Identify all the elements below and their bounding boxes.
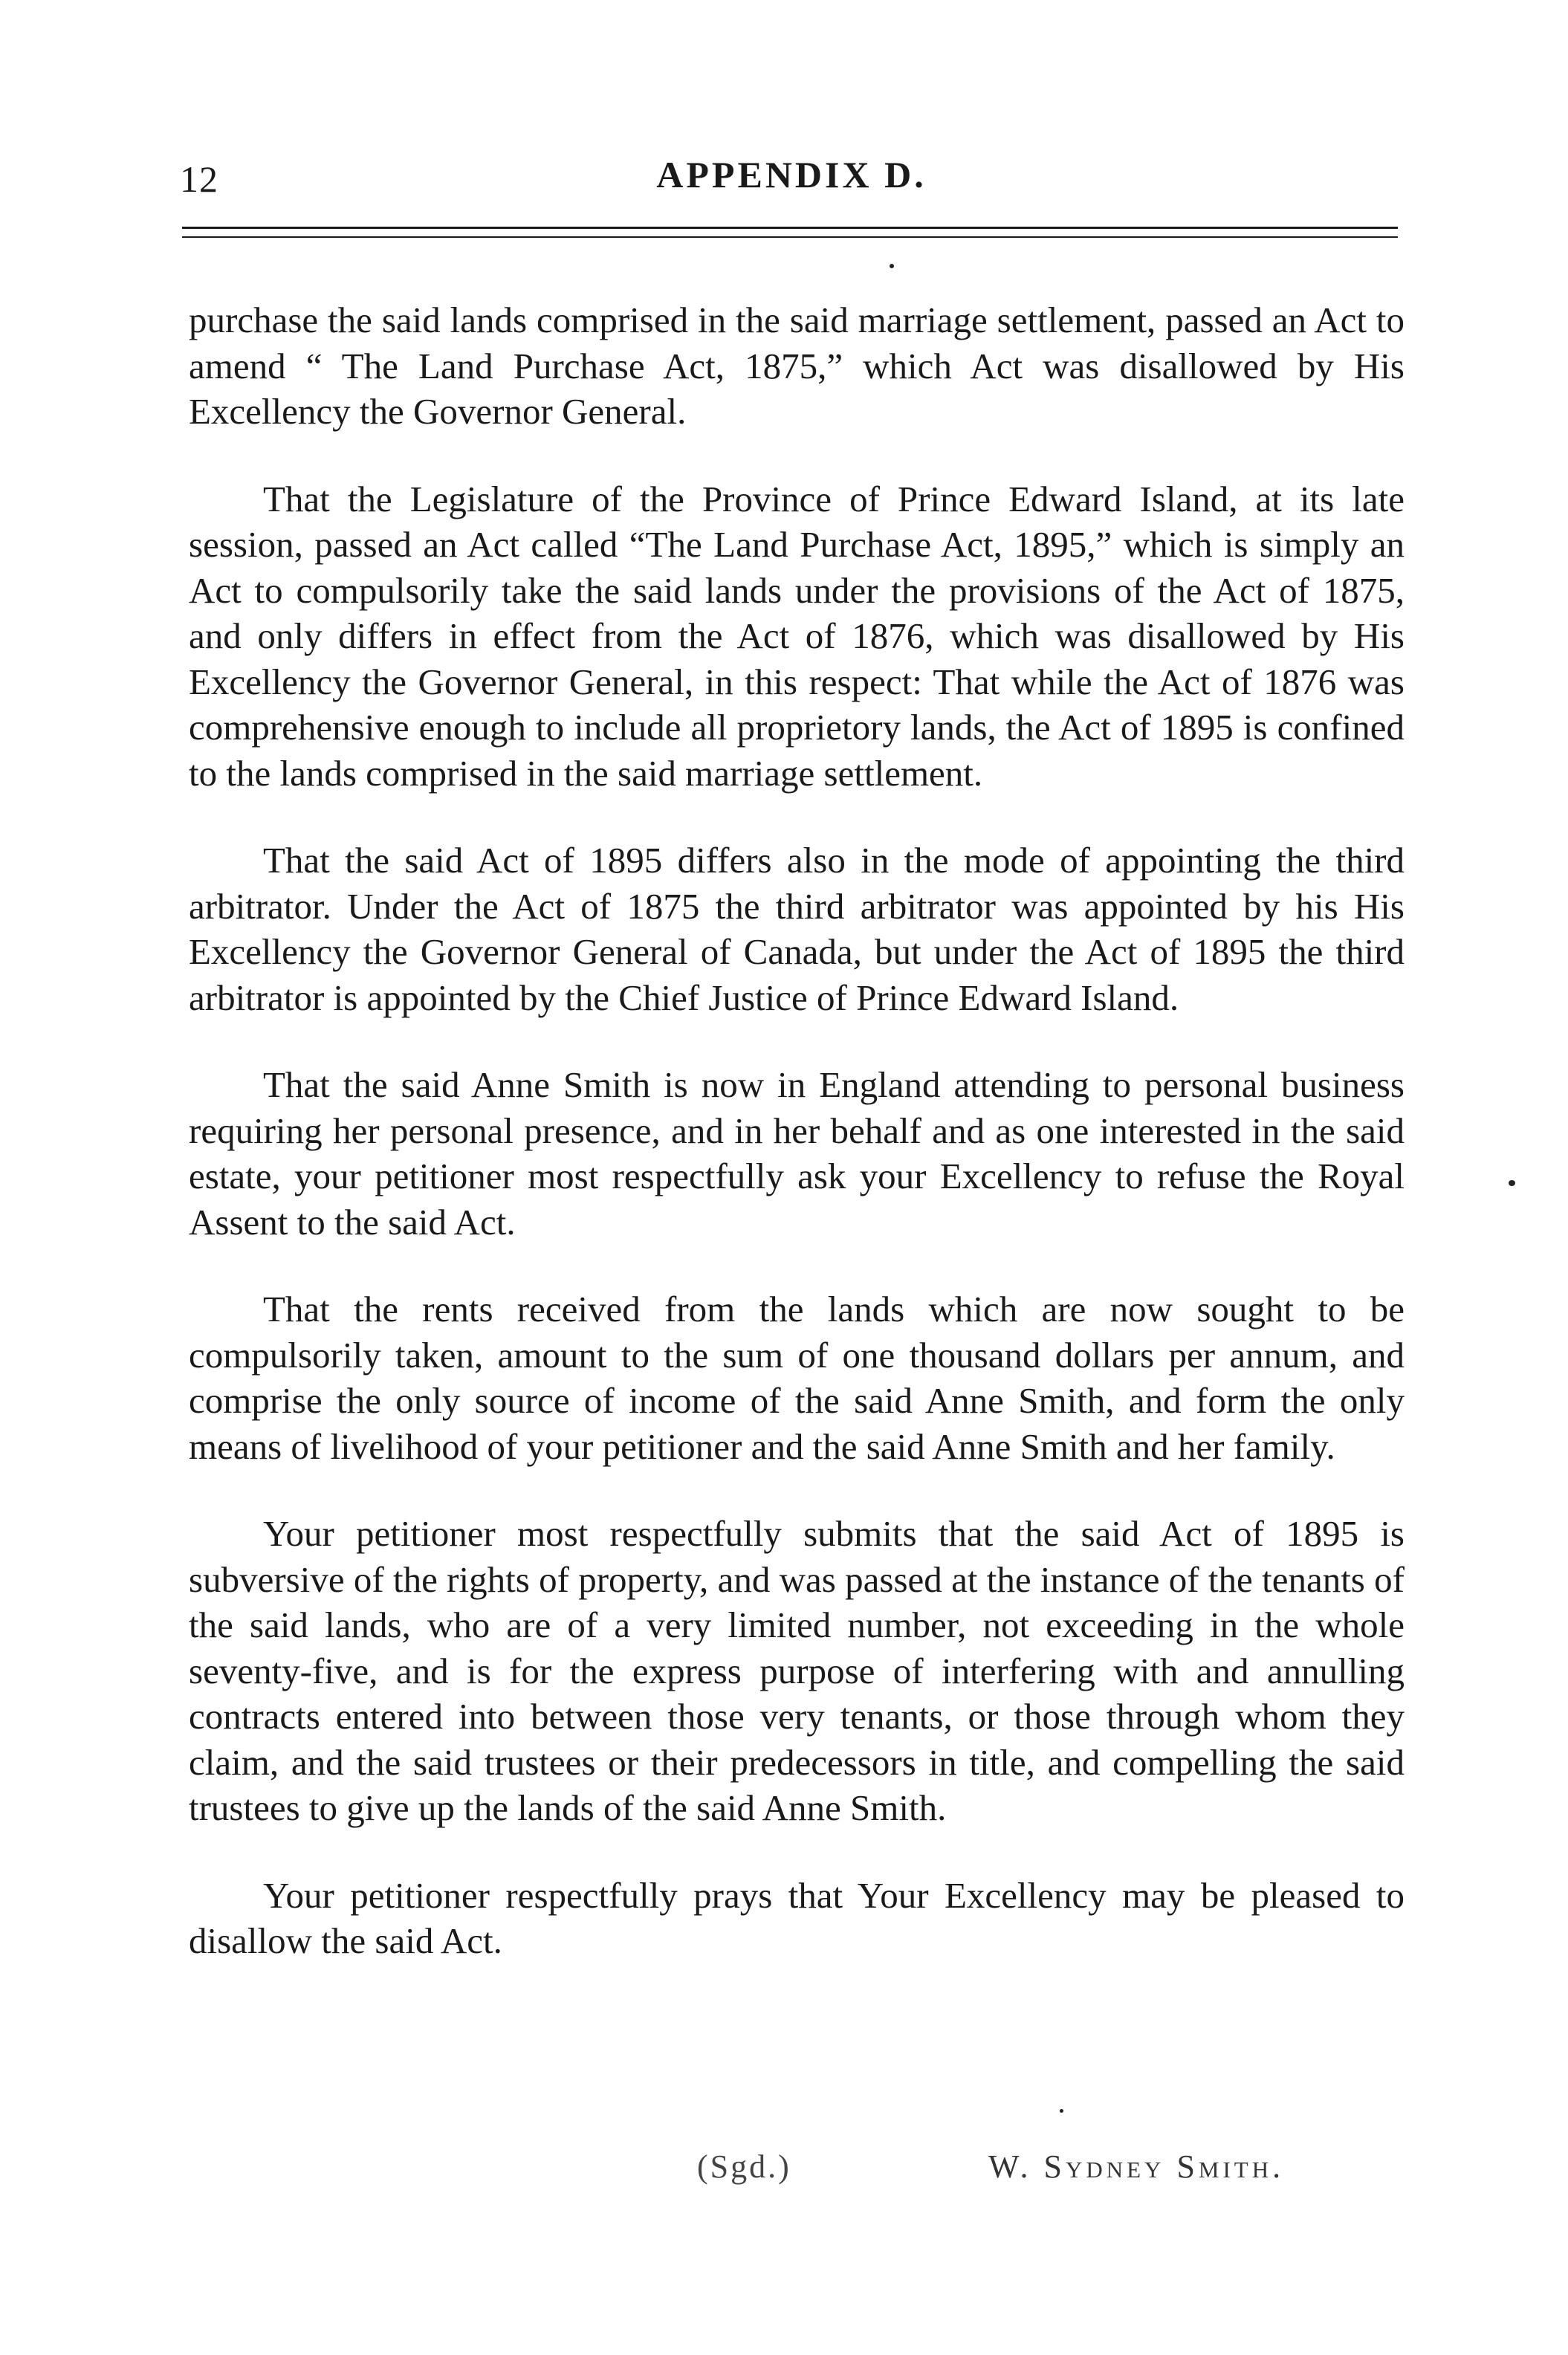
- signer-name: W. Sydney Smith.: [988, 2148, 1285, 2185]
- scan-speck: [890, 264, 894, 268]
- paragraph-subversive: Your petitioner most respectfully submits that the said Act of 1895 is subversive of the rights of property, and was passed at the instance of the tenants of the said lands, who are of a very limited number, not exceeding in the whole seventy-five, and is for the express purpose of interfering with and annulling contracts entered into between those very tenants, or those through whom they claim, and the said trustees or their predecessors in title, and compelling the said trustees to give up the lands of the said Anne Smith.: [189, 1513, 1405, 1828]
- document-body: [189, 297, 1405, 2006]
- paragraph-anne-smith: That the said Anne Smith is now in England attending to personal business requiring her personal presence, and in her behalf and as one interested in the said estate, your petitioner most respectfully ask your Excellency to refuse the Royal Assent to the said Act.: [189, 1064, 1405, 1243]
- running-title: APPENDIX D.: [656, 154, 927, 195]
- scan-speck: [1060, 2109, 1063, 2113]
- signed-mark: (Sgd.): [697, 2148, 791, 2185]
- paragraph-third-arbitrator: That the said Act of 1895 differs also in the mode of appointing the third arbitrator. Under the Act of 1875 the third arbitrator was appointed by his His Excellency the Governor General of Canada, but under the Act of 1895 the third arbitrator is appointed by the Chief Justice of Prince Edward Island.: [189, 840, 1405, 1018]
- page-number: 12: [180, 158, 218, 200]
- paragraph-prayer: Your petitioner respectfully prays that Your Excellency may be pleased to disallow the said Act.: [189, 1874, 1405, 1961]
- scan-speck: [1509, 1180, 1515, 1186]
- signature-block: [0, 2148, 1568, 2200]
- paragraph-continued: purchase the said lands comprised in the said marriage settlement, passed an Act to amend “ The Land Purchase Act, 1875,” which Act was disallowed by His Excellency the Governor General.: [189, 299, 1405, 432]
- paragraph-legislature: That the Legislature of the Province of Prince Edward Island, at its late session, passed an Act called “The Land Purchase Act, 1895,” which is simply an Act to compulsorily take the said lands under the provisions of the Act of 1875, and only differs in effect from the Act of 1876, which was disallowed by His Excellency the Governor General, in this respect: That while the Act of 1876 was comprehensive enough to include all proprietory lands, the Act of 1895 is confined to the lands comprised in the said marriage settlement.: [189, 478, 1405, 794]
- header-rule-bottom: [182, 236, 1398, 238]
- header-rule-top: [182, 227, 1398, 229]
- paragraph-rents: That the rents received from the lands which are now sought to be compulsorily taken, amount to the sum of one thousand dollars per annum, and comprise the only source of income of the said Anne Smith, and form the only means of livelihood of your petitioner and the said Anne Smith and her family.: [189, 1289, 1405, 1467]
